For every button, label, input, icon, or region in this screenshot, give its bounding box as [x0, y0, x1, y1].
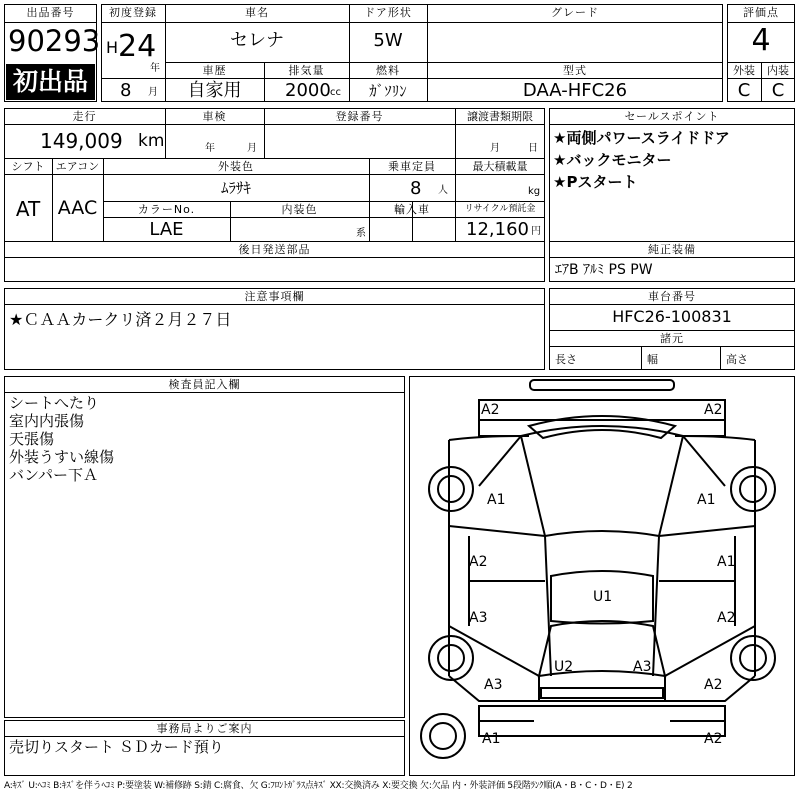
shift-label: シフト: [11, 160, 45, 173]
import-label: 輸入車: [394, 203, 430, 216]
reg-month: 8: [120, 80, 132, 101]
mark-door2-left: A3: [469, 610, 488, 626]
inspection-year-unit: 年: [205, 143, 215, 154]
dims-length: 長さ: [555, 353, 577, 366]
ac-label: エアコン: [55, 160, 100, 173]
interior-label: 内装: [767, 64, 789, 77]
shift: AT: [15, 197, 41, 221]
chassis-number: HFC26-100831: [612, 307, 732, 326]
mark-front-right: A2: [704, 402, 723, 418]
mark-rear-left: U2: [554, 659, 574, 675]
mileage-unit: km: [138, 131, 165, 151]
displacement: 2000: [285, 80, 331, 101]
transfer-day-unit: 日: [528, 143, 538, 154]
transfer-label: 譲渡書類期限: [467, 110, 533, 123]
mark-rear-right: A3: [633, 659, 652, 675]
mark-door1-right: A1: [717, 554, 736, 570]
recycle-unit: 円: [531, 226, 541, 237]
mark-bumper-left: A1: [482, 731, 501, 747]
chassis-label: 車台番号: [648, 290, 696, 303]
notes: ★ＣＡＡカークリ済２月２７日: [9, 310, 232, 329]
grade-label: グレード: [551, 6, 599, 19]
displacement-label: 排気量: [288, 64, 325, 77]
model-label: 型式: [563, 64, 587, 77]
dims-height: 高さ: [726, 353, 748, 366]
door-type: 5W: [373, 30, 403, 51]
mark-quarter-left: A3: [484, 677, 503, 693]
inspector-line-5: バンパー下Ａ: [9, 466, 98, 484]
score-label: 評価点: [743, 6, 779, 19]
lot-number: 90293: [8, 24, 101, 58]
sales-point-2: ★バックモニター: [553, 151, 672, 169]
sales-point-1: ★両側パワースライドドア: [553, 129, 730, 147]
color-label: 外装色: [218, 160, 254, 173]
history-label: 車歴: [202, 64, 227, 77]
inspector-label: 検査員記入欄: [168, 378, 241, 391]
office-note: 売切りスタート ＳＤカード預り: [9, 738, 224, 756]
mark-front-left: A2: [481, 402, 500, 418]
history: 自家用: [187, 80, 242, 101]
exterior-label: 外装: [733, 64, 755, 77]
interior-grade: C: [771, 80, 785, 101]
inspection-label: 車検: [202, 110, 227, 123]
inspector-line-4: 外装うすい線傷: [9, 448, 115, 466]
inspector-line-3: 天張傷: [9, 430, 55, 448]
reg-month-unit: 月: [148, 87, 158, 98]
door-label: ドア形状: [364, 6, 412, 19]
car-name: セレナ: [230, 30, 284, 51]
dims-label: 諸元: [660, 332, 684, 345]
displacement-unit: cc: [330, 87, 341, 98]
mark-roof: U1: [593, 589, 613, 605]
mileage-value: 149,009: [40, 129, 123, 153]
color-no: LAE: [149, 219, 184, 240]
mark-door1-left: A2: [469, 554, 488, 570]
fuel-label: 燃料: [376, 64, 400, 77]
mark-quarter-right: A2: [704, 677, 723, 693]
int-color-label: 内装色: [281, 203, 318, 216]
sales-point-3: ★Pスタート: [553, 173, 638, 191]
recycle-fee: 12,160: [466, 219, 529, 240]
load-unit: kg: [528, 186, 541, 197]
color: ﾑﾗｻｷ: [220, 179, 251, 197]
int-color-unit: 系: [356, 228, 366, 239]
office-label: 事務局よりご案内: [156, 722, 253, 735]
mark-hood-left: A1: [487, 492, 506, 508]
reg-year-unit: 年: [150, 63, 160, 74]
fuel: ｶﾞｿﾘﾝ: [369, 82, 407, 100]
load-label: 最大積載量: [472, 160, 528, 173]
lot-label: 出品番号: [26, 6, 75, 19]
reg-era: H: [106, 38, 119, 57]
inspector-line-2: 室内内張傷: [9, 412, 85, 430]
later-parts-label: 後日発送部品: [238, 243, 311, 256]
capacity: 8: [410, 178, 422, 199]
transfer-month-unit: 月: [490, 143, 500, 154]
model: DAA-HFC26: [522, 80, 628, 101]
inspection-month-unit: 月: [247, 143, 257, 154]
plate-label: 登録番号: [335, 110, 384, 123]
car-name-label: 車名: [245, 6, 269, 19]
inspector-line-1: シートへたり: [9, 394, 100, 412]
ac: AAC: [57, 197, 98, 219]
color-no-label: カラーNo.: [137, 203, 196, 216]
recycle-label: リサイクル預託金: [464, 204, 536, 214]
capacity-label: 乗車定員: [388, 160, 436, 173]
equipment: ｴｱB ｱﾙﾐ PS PW: [555, 262, 653, 278]
first-listing-badge: 初出品: [6, 64, 95, 100]
score: 4: [751, 23, 771, 58]
equipment-label: 純正装備: [648, 243, 696, 256]
mark-hood-right: A1: [697, 492, 716, 508]
reg-year: 24: [118, 29, 157, 64]
exterior-grade: C: [737, 80, 751, 101]
reg-label: 初度登録: [109, 6, 157, 19]
mileage-label: 走行: [72, 110, 97, 123]
car-damage-diagram: [409, 376, 795, 776]
dims-width: 幅: [647, 353, 658, 366]
notes-label: 注意事項欄: [244, 290, 305, 303]
legend: A:ｷｽﾞ U:ﾍｺﾐ B:ｷｽﾞを伴うﾍｺﾐ P:要塗装 W:補修跡 S:錆 C:腐食、欠 G:ﾌﾛﾝﾄｶﾞﾗｽ点ｷｽﾞ XX:交換済み X:要交換 欠:欠品 内・外装評価 5段階ﾗﾝｸ順(A・B・C・D・E) 2: [4, 781, 633, 791]
sales-label: セールスポイント: [624, 110, 720, 123]
mark-door2-right: A2: [717, 610, 736, 626]
mark-bumper-right: A2: [704, 731, 723, 747]
capacity-unit: 人: [438, 185, 448, 196]
